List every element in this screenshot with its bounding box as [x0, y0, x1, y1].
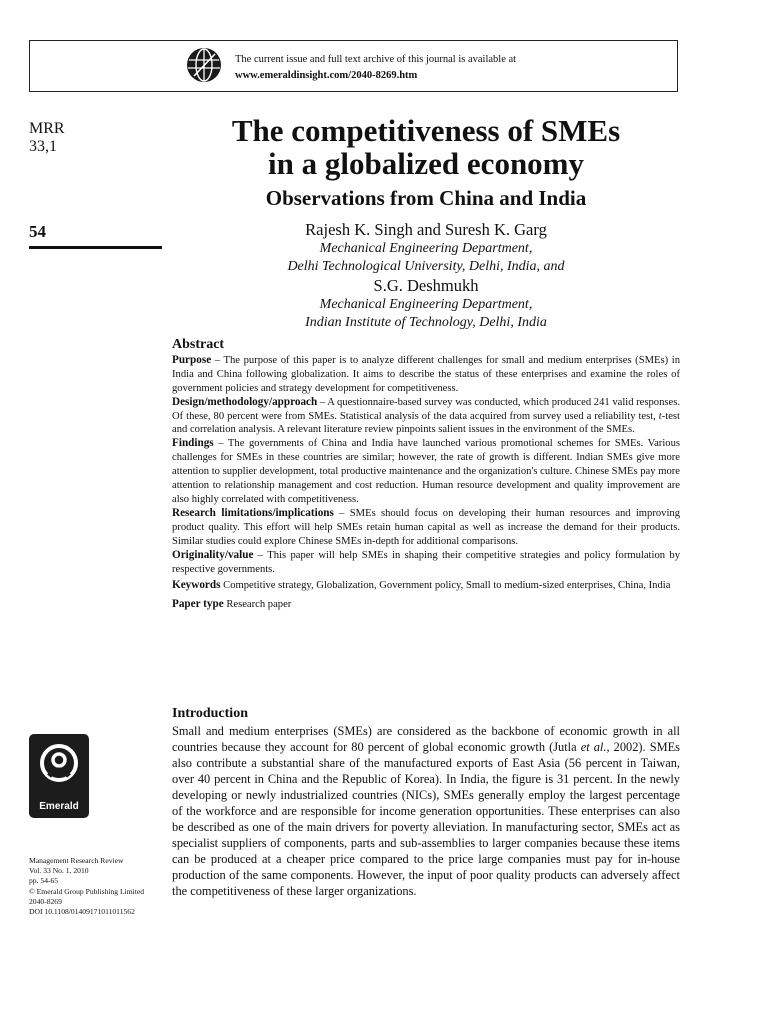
keywords-text: Competitive strategy, Globalization, Government policy, Small to medium-sized enterprises, China, India	[220, 580, 671, 592]
purpose-text: – The purpose of this paper is to analyze different challenges for small and medium enterprises (SMEs) in India and China following globalization. It aims to describe the status of these enterprises and examine the roles of government policies and strategy development for competitiveness.	[172, 354, 680, 394]
meta-doi: DOI 10.1108/01409171011011562	[29, 907, 135, 917]
author-affiliation: Delhi Technological University, Delhi, India, and	[287, 259, 565, 274]
research-label: Research limitations/implications	[172, 506, 334, 519]
publication-meta	[29, 856, 144, 917]
abstract-heading: Abstract	[172, 337, 225, 352]
originality-text: – This paper will help SMEs in shaping their competitive strategies and policy formulation by respective governments.	[172, 549, 680, 575]
meta-pages: pp. 54-65	[29, 876, 59, 886]
article-title	[172, 114, 680, 180]
author-affiliation: Mechanical Engineering Department,	[319, 241, 533, 256]
author-names: Rajesh K. Singh and Suresh K. Garg	[305, 220, 547, 239]
volume-issue: 33,1	[29, 138, 57, 155]
meta-journal: Management Research Review	[29, 856, 124, 865]
journal-abbrev: MRR	[29, 120, 65, 137]
emerald-logo	[29, 734, 89, 818]
design-label: Design/methodology/approach	[172, 395, 318, 408]
design-text: – A questionnaire-based survey was conducted, which produced 241 valid responses. Of these, 80 percent were from SMEs. Statistical analysis of the data acquired from survey used a reliability test,	[172, 396, 680, 422]
abstract-design	[172, 396, 680, 438]
findings-label: Findings	[172, 437, 214, 450]
title-line: The competitiveness of SMEs	[231, 113, 621, 148]
design-t: t	[658, 410, 662, 422]
banner-line: The current issue and full text archive of this journal is available at	[235, 54, 517, 65]
author-affiliation: Mechanical Engineering Department,	[319, 297, 533, 312]
findings-text: – The governments of China and India have launched various promotional schemes for SMEs. Various challenges for SMEs in these countries are similar; however, the rate of growth is different. Indian SMEs give more attention to supplier development, total productive maintenance and the organization's culture. Chinese SMEs pay more attention to relationship management and cost reduction. Human resource development and quality improvement are also highly correlated with competitiveness.	[172, 438, 680, 505]
meta-issn: 2040-8269	[29, 896, 62, 906]
logo-text: Emerald	[39, 801, 79, 812]
abstract-keywords	[172, 579, 680, 593]
introduction-section	[172, 706, 680, 899]
abstract-section	[172, 338, 680, 612]
page-number: 54	[29, 222, 46, 241]
introduction-paragraph	[172, 723, 680, 899]
page-number-rule	[29, 246, 162, 249]
author-names: S.G. Deshmukh	[373, 276, 479, 295]
originality-label: Originality/value	[172, 548, 254, 561]
emerald-logo-icon	[29, 734, 89, 796]
intro-text: Small and medium enterprises (SMEs) are considered as the backbone of economic growth in all countries because they account for 80 percent of global economic growth (Jutla	[172, 724, 680, 754]
intro-text: , 2002). SMEs also contribute a substantial share of the manufactured exports of East Asia (56 percent in Taiwan, over 40 percent in China and the Republic of Korea). In India, the figure is 31 percent. In the newly developing or newly industrialized countries (NICs), SMEs generally employ the largest percentage of the workforce and are responsible for income generation opportunities. These enterprises can also be described as one of the main drivers for poverty alleviation. In manufacturing sector, SMEs act as specialist suppliers of components, parts and sub-assemblies to larger companies because these items can be produced at a cheaper price compared to the price large companies must pay for in-house production of the same components. However, the input of poor quality products can adversely affect the competitiveness of these larger organizations.	[172, 740, 680, 898]
design-text: -test and correlation analysis. A relevant literature review pinpoints salient issues in the environment of the SMEs.	[172, 410, 680, 436]
globe-icon	[185, 46, 223, 84]
journal-url-link[interactable]: www.emeraldinsight.com/2040-8269.htm	[235, 70, 418, 81]
meta-volume: Vol. 33 No. 1, 2010	[29, 866, 89, 876]
abstract-findings	[172, 437, 680, 507]
title-line: in a globalized economy	[267, 146, 585, 181]
banner-text	[235, 52, 516, 84]
abstract-purpose	[172, 354, 680, 396]
meta-copyright: © Emerald Group Publishing Limited	[29, 886, 145, 896]
keywords-label: Keywords	[172, 579, 221, 592]
author-affiliation: Indian Institute of Technology, Delhi, India	[305, 315, 547, 330]
research-text: – SMEs should focus on developing their human resources and improving product quality. This effort will help SMEs retain human capital as well as increase the demand for their products. Similar studies could explore Chinese SMEs in-depth for additional comparisons.	[172, 507, 680, 547]
author-block	[172, 220, 680, 332]
article-subtitle: Observations from China and India	[265, 186, 587, 210]
abstract-research	[172, 507, 680, 549]
paper-type-text: Research paper	[223, 599, 292, 611]
abstract-paper-type	[172, 598, 680, 612]
paper-type-label: Paper type	[172, 598, 224, 611]
purpose-label: Purpose	[172, 353, 212, 366]
introduction-heading: Introduction	[172, 706, 248, 721]
abstract-originality	[172, 549, 680, 577]
intro-etal: et al.	[580, 740, 607, 754]
journal-code	[29, 120, 65, 156]
